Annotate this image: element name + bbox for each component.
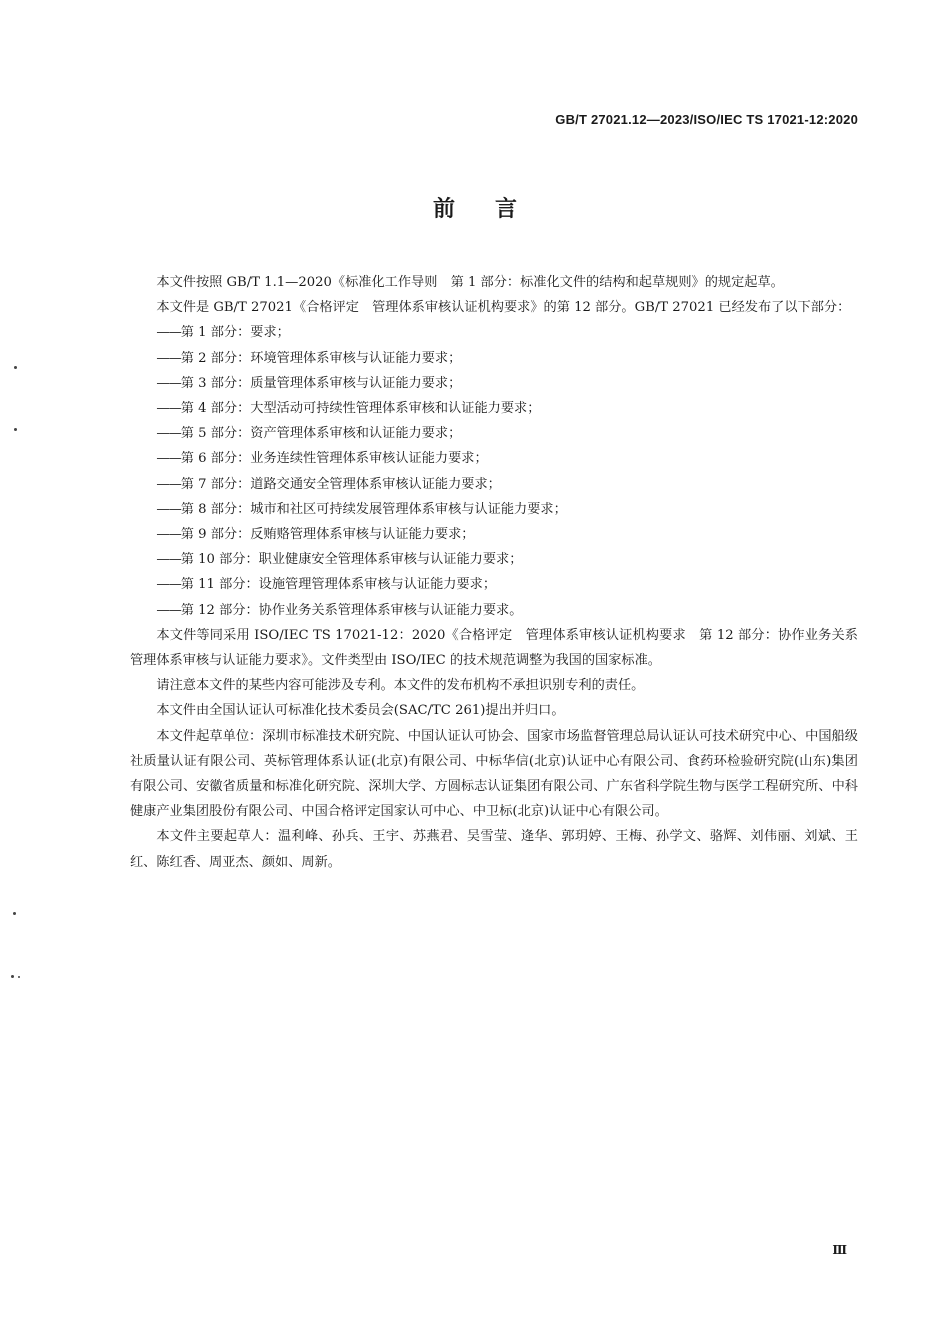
list-item bbox=[130, 522, 858, 547]
list-item-text: 第 7 部分：道路交通安全管理体系审核认证能力要求； bbox=[180, 476, 501, 492]
scan-speck bbox=[13, 912, 16, 915]
list-dash: —— bbox=[156, 577, 181, 593]
page-title: 前言 bbox=[432, 196, 557, 222]
list-item-text: 第 3 部分：质量管理体系审核与认证能力要求； bbox=[180, 375, 462, 391]
list-dash: —— bbox=[156, 552, 181, 568]
list-item bbox=[130, 598, 858, 623]
list-dash: —— bbox=[156, 325, 181, 341]
list-dash: —— bbox=[156, 501, 181, 517]
list-item bbox=[130, 421, 858, 446]
list-item bbox=[130, 320, 858, 345]
list-item bbox=[130, 371, 858, 396]
paragraph-drafters: 本文件主要起草人：温利峰、孙兵、王宇、苏燕君、吴雪莹、逄华、郭玥婷、王梅、孙学文、骆辉、刘伟丽、刘斌、王红、陈红香、周亚杰、颜如、周新。 bbox=[130, 829, 858, 870]
list-item-text: 第 4 部分：大型活动可持续性管理体系审核和认证能力要求； bbox=[180, 401, 541, 417]
paragraph-adoption: 本文件等同采用 ISO/IEC TS 17021-12：2020《合格评定 管理体系审核认证机构要求 第 12 部分：协作业务关系管理体系审核与认证能力要求》。文件类型由 ISO/IEC 的技术规范调整为我国的国家标准。 bbox=[130, 627, 858, 669]
page-number: Ⅲ bbox=[832, 1243, 847, 1257]
list-dash: —— bbox=[156, 602, 181, 618]
foreword-body bbox=[130, 270, 858, 875]
paragraph-proposer: 本文件由全国认证认可标准化技术委员会(SAC/TC 261)提出并归口。 bbox=[156, 703, 565, 719]
list-item bbox=[130, 497, 858, 522]
list-item-text: 第 8 部分：城市和社区可持续发展管理体系审核与认证能力要求； bbox=[180, 501, 567, 517]
list-dash: —— bbox=[156, 527, 181, 543]
list-item bbox=[130, 472, 858, 497]
paragraph-drafting-rules: 本文件按照 GB/T 1.1—2020《标准化工作导则 第 1 部分：标准化文件的结构和起草规则》的规定起草。 bbox=[156, 275, 784, 290]
paragraph-patent-notice: 请注意本文件的某些内容可能涉及专利。本文件的发布机构不承担识别专利的责任。 bbox=[156, 678, 645, 694]
list-item-text: 第 11 部分：设施管理管理体系审核与认证能力要求； bbox=[180, 577, 497, 593]
standard-number-header: GB/T 27021.12—2023/ISO/IEC TS 17021-12:2020 bbox=[555, 112, 858, 127]
list-dash: —— bbox=[156, 476, 181, 492]
list-dash: —— bbox=[156, 375, 181, 391]
list-dash: —— bbox=[156, 426, 181, 442]
list-item-text: 第 1 部分：要求； bbox=[180, 325, 290, 341]
paragraph-drafting-units: 本文件起草单位：深圳市标准技术研究院、中国认证认可协会、国家市场监督管理总局认证认可技术研究中心、中国船级社质量认证有限公司、英标管理体系认证(北京)有限公司、中标华信(北京)认证中心有限公司、食药环检验研究院(山东)集团有限公司、安徽省质量和标准化研究院、深圳大学、方圆标志认证集团有限公司、广东省科学院生物与医学工程研究所、中科健康产业集团股份有限公司、中国合格评定国家认可中心、中卫标(北京)认证中心有限公司。 bbox=[130, 728, 858, 820]
list-item-text: 第 5 部分：资产管理体系审核和认证能力要求； bbox=[180, 426, 462, 442]
scan-speck bbox=[14, 366, 17, 369]
scan-speck bbox=[14, 428, 17, 431]
list-item-text: 第 2 部分：环境管理体系审核与认证能力要求； bbox=[180, 350, 462, 366]
list-item bbox=[130, 547, 858, 572]
list-dash: —— bbox=[156, 451, 181, 467]
list-item-text: 第 6 部分：业务连续性管理体系审核认证能力要求； bbox=[180, 451, 488, 467]
paragraph-series-intro: 本文件是 GB/T 27021《合格评定 管理体系审核认证机构要求》的第 12 部分。GB/T 27021 已经发布了以下部分： bbox=[156, 300, 851, 316]
list-dash: —— bbox=[156, 350, 181, 366]
scan-speck bbox=[11, 975, 14, 978]
list-item-text: 第 9 部分：反贿赂管理体系审核与认证能力要求； bbox=[180, 527, 475, 543]
list-item bbox=[130, 446, 858, 471]
scan-speck bbox=[18, 976, 20, 978]
list-item bbox=[130, 572, 858, 597]
list-item-text: 第 12 部分：协作业务关系管理体系审核与认证能力要求。 bbox=[180, 602, 523, 618]
list-item-text: 第 10 部分：职业健康安全管理体系审核与认证能力要求； bbox=[180, 552, 523, 568]
list-dash: —— bbox=[156, 401, 181, 417]
list-item bbox=[130, 396, 858, 421]
list-item bbox=[130, 346, 858, 371]
